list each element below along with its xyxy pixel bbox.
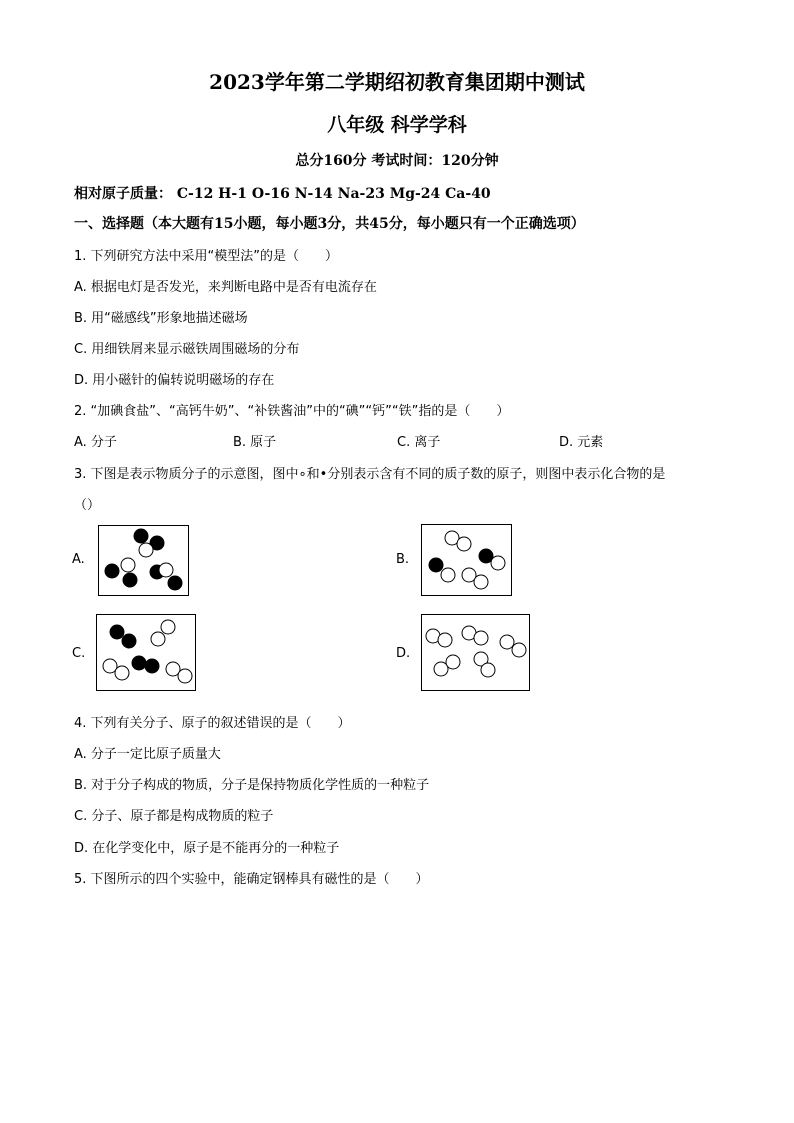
- atom-black: [105, 564, 119, 578]
- atom-white: [178, 669, 192, 683]
- atom-white: [438, 633, 452, 647]
- atom-black: [168, 576, 182, 590]
- diagram-d: [421, 614, 530, 691]
- diagram-c-molecules: [97, 615, 197, 692]
- question-1-option-a: A. 根据电灯是否发光，来判断电路中是否有电流存在: [74, 280, 377, 295]
- question-2-option-c: C. 离子: [397, 435, 441, 450]
- diagram-a-molecules: [99, 526, 190, 597]
- exam-info: 总分160分 考试时间：120分钟: [295, 153, 499, 169]
- question-5-stem: 5. 下图所示的四个实验中，能确定钢棒具有磁性的是（ ）: [74, 872, 429, 887]
- question-3-stem: 3. 下图是表示物质分子的示意图，图中∘和•分别表示含有不同的质子数的原子，则图中表示化合物的是: [74, 467, 666, 482]
- atom-white: [446, 655, 460, 669]
- question-1-option-c: C. 用细铁屑来显示磁铁周围磁场的分布: [74, 342, 300, 357]
- question-2-option-d: D. 元素: [559, 435, 604, 450]
- question-4-stem: 4. 下列有关分子、原子的叙述错误的是（ ）: [74, 716, 351, 731]
- question-2-option-a: A. 分子: [74, 435, 117, 450]
- atom-white: [159, 563, 173, 577]
- question-1-option-b: B. 用“磁感线”形象地描述磁场: [74, 311, 248, 326]
- question-4-option-c: C. 分子、原子都是构成物质的粒子: [74, 809, 274, 824]
- atom-black: [429, 558, 443, 572]
- question-1-option-d: D. 用小磁针的偏转说明磁场的存在: [74, 373, 275, 388]
- atom-white: [500, 635, 514, 649]
- atom-white: [481, 663, 495, 677]
- exam-title: 2023学年第二学期绍初教育集团期中测试: [209, 70, 585, 94]
- diagram-d-molecules: [422, 615, 531, 692]
- question-4-option-b: B. 对于分子构成的物质，分子是保持物质化学性质的一种粒子: [74, 778, 430, 793]
- atom-black: [132, 656, 146, 670]
- diagram-b-label: B.: [396, 552, 410, 567]
- atom-white: [139, 543, 153, 557]
- section-heading: 一、选择题（本大题有15小题，每小题3分，共45分，每小题只有一个正确选项）: [74, 216, 585, 232]
- atom-white: [151, 632, 165, 646]
- atom-white: [441, 568, 455, 582]
- atom-white: [512, 643, 526, 657]
- atom-black: [145, 659, 159, 673]
- atom-black: [110, 625, 124, 639]
- exam-subtitle: 八年级 科学学科: [327, 114, 467, 136]
- atom-black: [122, 634, 136, 648]
- diagram-b-molecules: [422, 525, 513, 597]
- question-2-option-b: B. 原子: [233, 435, 277, 450]
- question-2-stem: 2. “加碘食盐”、“高钙牛奶”、“补铁酱油”中的“碘”“钙”“铁”指的是（ ）: [74, 404, 510, 419]
- diagram-a-label: A.: [72, 552, 85, 567]
- diagram-d-label: D.: [396, 646, 411, 661]
- diagram-c: [96, 614, 196, 691]
- question-4-option-a: A. 分子一定比原子质量大: [74, 747, 221, 762]
- atom-white: [491, 556, 505, 570]
- atom-white: [474, 575, 488, 589]
- question-3-stem-cont: （）: [74, 498, 101, 513]
- atom-white: [121, 558, 135, 572]
- atom-white: [115, 666, 129, 680]
- diagram-a: [98, 525, 189, 596]
- atom-white: [474, 631, 488, 645]
- atom-black: [123, 573, 137, 587]
- diagram-b: [421, 524, 512, 596]
- question-1-stem: 1. 下列研究方法中采用“模型法”的是（ ）: [74, 249, 339, 264]
- atomic-mass-line: 相对原子质量： C-12 H-1 O-16 N-14 Na-23 Mg-24 Ca-40: [74, 186, 491, 202]
- atom-white: [161, 620, 175, 634]
- atom-black: [134, 529, 148, 543]
- diagram-c-label: C.: [72, 646, 86, 661]
- atom-white: [457, 537, 471, 551]
- question-4-option-d: D. 在化学变化中，原子是不能再分的一种粒子: [74, 841, 340, 856]
